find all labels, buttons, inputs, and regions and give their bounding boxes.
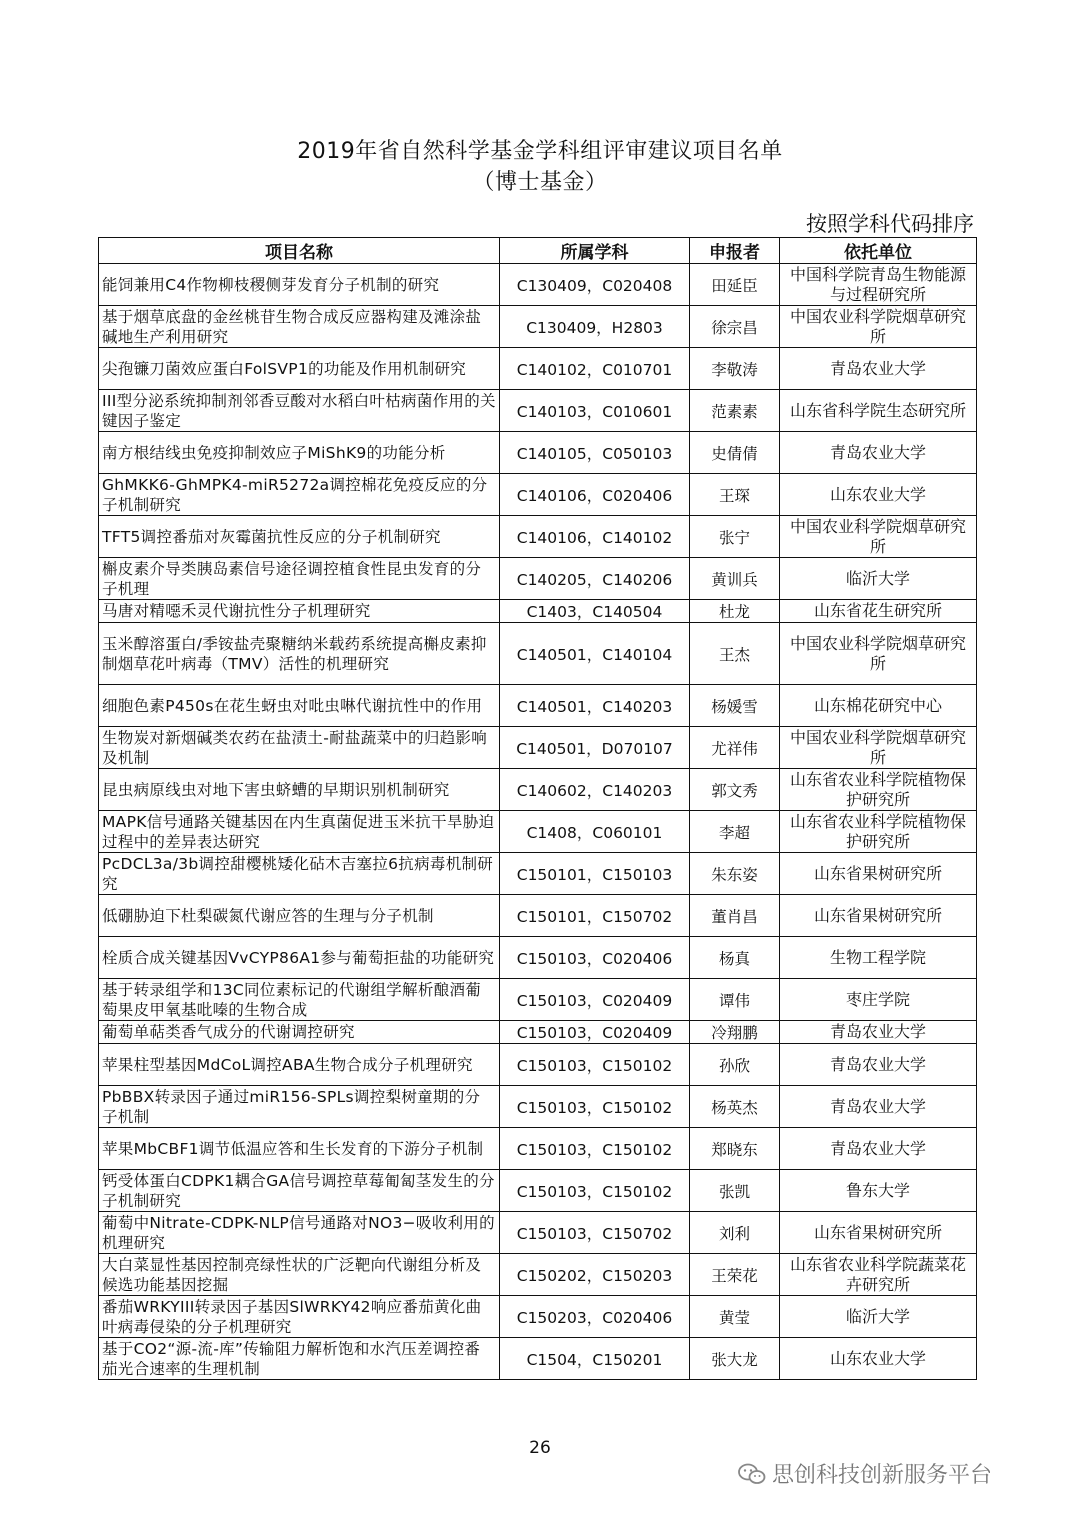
- table-row: [99, 979, 977, 1021]
- project-name-cell: 苹果MbCBF1调节低温应答和生长发育的下游分子机制: [99, 1128, 500, 1170]
- subject-cell: C140602，C140203: [500, 769, 690, 811]
- page-subtitle: （博士基金）: [472, 170, 608, 195]
- project-name-cell: 基于烟草底盘的金丝桃苷生物合成反应器构建及滩涂盐碱地生产利用研究: [99, 306, 500, 348]
- unit-cell: 临沂大学: [780, 558, 977, 600]
- project-name-cell: III型分泌系统抑制剂邻香豆酸对水稻白叶枯病菌作用的关键因子鉴定: [99, 390, 500, 432]
- unit-cell: 山东农业大学: [780, 1338, 977, 1380]
- project-name-cell: PbBBX转录因子通过miR156-SPLs调控梨树童期的分子机制: [99, 1086, 500, 1128]
- table-row: [99, 306, 977, 348]
- table-row: [99, 1170, 977, 1212]
- subject-cell: C1403，C140504: [500, 600, 690, 623]
- applicant-cell: 郑晓东: [690, 1128, 780, 1170]
- unit-cell: 生物工程学院: [780, 937, 977, 979]
- project-name-cell: 马唐对精噁禾灵代谢抗性分子机理研究: [99, 600, 500, 623]
- project-name-cell: 基于CO2“源-流-库”传输阻力解析饱和水汽压差调控番茄光合速率的生理机制: [99, 1338, 500, 1380]
- project-name-cell: 钙受体蛋白CDPK1耦合GA信号调控草莓匍匐茎发生的分子机制研究: [99, 1170, 500, 1212]
- unit-cell: 临沂大学: [780, 1296, 977, 1338]
- table-row: [99, 558, 977, 600]
- table-row: [99, 937, 977, 979]
- table-row: [99, 1296, 977, 1338]
- applicant-cell: 张大龙: [690, 1338, 780, 1380]
- project-name-cell: 玉米醇溶蛋白/季铵盐壳聚糖纳米载药系统提高槲皮素抑制烟草花叶病毒（TMV）活性的机理研究: [99, 623, 500, 685]
- applicant-cell: 杨真: [690, 937, 780, 979]
- unit-cell: 山东省果树研究所: [780, 853, 977, 895]
- table-row: [99, 811, 977, 853]
- subject-cell: C150103，C020409: [500, 979, 690, 1021]
- applicant-cell: 徐宗昌: [690, 306, 780, 348]
- subject-cell: C140106，C140102: [500, 516, 690, 558]
- subject-cell: C1504，C150201: [500, 1338, 690, 1380]
- table-row: [99, 1254, 977, 1296]
- project-name-cell: PcDCL3a/3b调控甜樱桃矮化砧木吉塞拉6抗病毒机制研究: [99, 853, 500, 895]
- subject-cell: C150103，C150102: [500, 1170, 690, 1212]
- subject-cell: C150203，C020406: [500, 1296, 690, 1338]
- unit-cell: 青岛农业大学: [780, 348, 977, 390]
- column-header-unit: 依托单位: [780, 238, 977, 264]
- unit-cell: 中国科学院青岛生物能源与过程研究所: [780, 264, 977, 306]
- page-title: 2019年省自然科学基金学科组评审建议项目名单: [297, 139, 783, 164]
- applicant-cell: 杨英杰: [690, 1086, 780, 1128]
- project-name-cell: 大白菜显性基因控制亮绿性状的广泛靶向代谢组分析及候选功能基因挖掘: [99, 1254, 500, 1296]
- applicant-cell: 史倩倩: [690, 432, 780, 474]
- table-row: [99, 853, 977, 895]
- subject-cell: C150103，C150702: [500, 1212, 690, 1254]
- applicant-cell: 黄训兵: [690, 558, 780, 600]
- subject-cell: C140103，C010601: [500, 390, 690, 432]
- table-row: [99, 1021, 977, 1044]
- unit-cell: 青岛农业大学: [780, 1128, 977, 1170]
- applicant-cell: 孙欣: [690, 1044, 780, 1086]
- table-row: [99, 895, 977, 937]
- applicant-cell: 范素素: [690, 390, 780, 432]
- project-name-cell: 昆虫病原线虫对地下害虫蛴螬的早期识别机制研究: [99, 769, 500, 811]
- applicant-cell: 田延臣: [690, 264, 780, 306]
- table-row: [99, 1044, 977, 1086]
- applicant-cell: 张凯: [690, 1170, 780, 1212]
- applicant-cell: 董肖昌: [690, 895, 780, 937]
- table-row: [99, 727, 977, 769]
- project-name-cell: 南方根结线虫免疫抑制效应子MiShK9的功能分析: [99, 432, 500, 474]
- table-row: [99, 623, 977, 685]
- table-row: [99, 600, 977, 623]
- watermark-text: 思创科技创新服务平台: [772, 1463, 993, 1488]
- unit-cell: 山东省果树研究所: [780, 895, 977, 937]
- table-row: [99, 685, 977, 727]
- applicant-cell: 尤祥伟: [690, 727, 780, 769]
- subject-cell: C1408，C060101: [500, 811, 690, 853]
- project-name-cell: 葡萄中Nitrate-CDPK-NLP信号通路对NO3−吸收利用的机理研究: [99, 1212, 500, 1254]
- unit-cell: 山东棉花研究中心: [780, 685, 977, 727]
- subject-cell: C150202，C150203: [500, 1254, 690, 1296]
- project-name-cell: 槲皮素介导类胰岛素信号途径调控植食性昆虫发育的分子机理: [99, 558, 500, 600]
- applicant-cell: 朱东姿: [690, 853, 780, 895]
- subject-cell: C150103，C020409: [500, 1021, 690, 1044]
- table-row: [99, 1086, 977, 1128]
- table-row: [99, 1338, 977, 1380]
- applicant-cell: 杨媛雪: [690, 685, 780, 727]
- applicant-cell: 谭伟: [690, 979, 780, 1021]
- table-row: [99, 474, 977, 516]
- project-name-cell: 栓质合成关键基因VvCYP86A1参与葡萄拒盐的功能研究: [99, 937, 500, 979]
- subject-cell: C150103，C020406: [500, 937, 690, 979]
- applicant-cell: 王荣花: [690, 1254, 780, 1296]
- column-header-applicant: 申报者: [690, 238, 780, 264]
- wechat-icon: [738, 1463, 766, 1485]
- subject-cell: C140501，C140104: [500, 623, 690, 685]
- watermark: [738, 1458, 992, 1489]
- project-name-cell: 葡萄单萜类香气成分的代谢调控研究: [99, 1021, 500, 1044]
- applicant-cell: 郭文秀: [690, 769, 780, 811]
- unit-cell: 青岛农业大学: [780, 1021, 977, 1044]
- table-row: [99, 390, 977, 432]
- column-header-name: 项目名称: [99, 238, 500, 264]
- table-row: [99, 1212, 977, 1254]
- applicant-cell: 冷翔鹏: [690, 1021, 780, 1044]
- project-name-cell: MAPK信号通路关键基因在内生真菌促进玉米抗干旱胁迫过程中的差异表达研究: [99, 811, 500, 853]
- project-table: [98, 237, 977, 1380]
- applicant-cell: 杜龙: [690, 600, 780, 623]
- unit-cell: 中国农业科学院烟草研究所: [780, 623, 977, 685]
- project-name-cell: TFT5调控番茄对灰霉菌抗性反应的分子机制研究: [99, 516, 500, 558]
- subject-cell: C140106，C020406: [500, 474, 690, 516]
- table-row: [99, 348, 977, 390]
- unit-cell: 中国农业科学院烟草研究所: [780, 306, 977, 348]
- project-name-cell: 基于转录组学和13C同位素标记的代谢组学解析酿酒葡萄果皮甲氧基吡嗪的生物合成: [99, 979, 500, 1021]
- subject-cell: C140105，C050103: [500, 432, 690, 474]
- project-name-cell: 生物炭对新烟碱类农药在盐渍土-耐盐蔬菜中的归趋影响及机制: [99, 727, 500, 769]
- table-row: [99, 516, 977, 558]
- subject-cell: C150101，C150103: [500, 853, 690, 895]
- unit-cell: 青岛农业大学: [780, 1044, 977, 1086]
- page-number: 26: [529, 1438, 551, 1458]
- table-row: [99, 769, 977, 811]
- project-name-cell: 能饲兼用C4作物柳枝稷侧芽发育分子机制的研究: [99, 264, 500, 306]
- sort-note: 按照学科代码排序: [806, 212, 974, 236]
- subject-cell: C140102，C010701: [500, 348, 690, 390]
- unit-cell: 山东省农业科学院植物保护研究所: [780, 769, 977, 811]
- unit-cell: 山东农业大学: [780, 474, 977, 516]
- subject-cell: C150103，C150102: [500, 1128, 690, 1170]
- project-name-cell: 番茄WRKYIII转录因子基因SlWRKY42响应番茄黄化曲叶病毒侵染的分子机理研究: [99, 1296, 500, 1338]
- unit-cell: 中国农业科学院烟草研究所: [780, 516, 977, 558]
- subject-cell: C140501，D070107: [500, 727, 690, 769]
- table-header-row: [99, 238, 977, 264]
- subject-cell: C150103，C150102: [500, 1044, 690, 1086]
- table-row: [99, 264, 977, 306]
- project-name-cell: GhMKK6-GhMPK4-miR5272a调控棉花免疫反应的分子机制研究: [99, 474, 500, 516]
- unit-cell: 山东省科学院生态研究所: [780, 390, 977, 432]
- subject-cell: C140501，C140203: [500, 685, 690, 727]
- project-name-cell: 低硼胁迫下杜梨碳氮代谢应答的生理与分子机制: [99, 895, 500, 937]
- table-row: [99, 432, 977, 474]
- applicant-cell: 王杰: [690, 623, 780, 685]
- subject-cell: C150101，C150702: [500, 895, 690, 937]
- unit-cell: 枣庄学院: [780, 979, 977, 1021]
- project-name-cell: 细胞色素P450s在花生蚜虫对吡虫啉代谢抗性中的作用: [99, 685, 500, 727]
- unit-cell: 青岛农业大学: [780, 1086, 977, 1128]
- subject-cell: C140205，C140206: [500, 558, 690, 600]
- unit-cell: 山东省农业科学院蔬菜花卉研究所: [780, 1254, 977, 1296]
- subject-cell: C150103，C150102: [500, 1086, 690, 1128]
- unit-cell: 鲁东大学: [780, 1170, 977, 1212]
- applicant-cell: 张宁: [690, 516, 780, 558]
- unit-cell: 山东省农业科学院植物保护研究所: [780, 811, 977, 853]
- column-header-subject: 所属学科: [500, 238, 690, 264]
- applicant-cell: 刘利: [690, 1212, 780, 1254]
- table-row: [99, 1128, 977, 1170]
- applicant-cell: 黄莹: [690, 1296, 780, 1338]
- unit-cell: 山东省果树研究所: [780, 1212, 977, 1254]
- unit-cell: 中国农业科学院烟草研究所: [780, 727, 977, 769]
- unit-cell: 青岛农业大学: [780, 432, 977, 474]
- project-name-cell: 苹果柱型基因MdCoL调控ABA生物合成分子机理研究: [99, 1044, 500, 1086]
- subject-cell: C130409，H2803: [500, 306, 690, 348]
- subject-cell: C130409，C020408: [500, 264, 690, 306]
- unit-cell: 山东省花生研究所: [780, 600, 977, 623]
- applicant-cell: 李超: [690, 811, 780, 853]
- project-name-cell: 尖孢镰刀菌效应蛋白FolSVP1的功能及作用机制研究: [99, 348, 500, 390]
- applicant-cell: 王琛: [690, 474, 780, 516]
- applicant-cell: 李敬涛: [690, 348, 780, 390]
